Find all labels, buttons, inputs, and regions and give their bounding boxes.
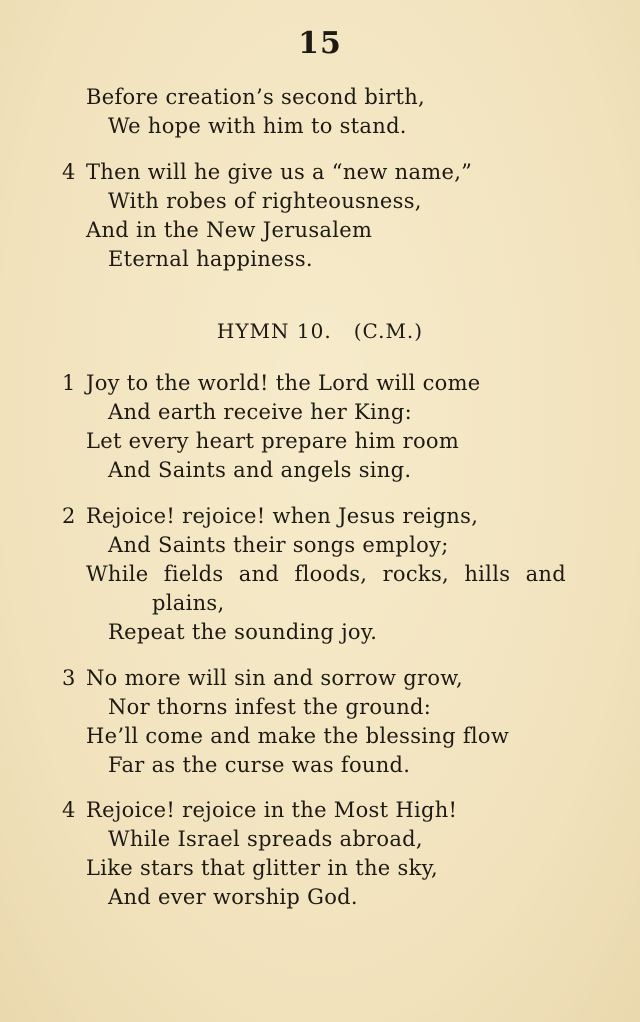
hymn-title-main: HYMN 10. (216, 319, 332, 343)
verse-line: Let every heart prepare him room (86, 429, 460, 453)
verse-line: Joy to the world! the Lord will come (86, 371, 481, 395)
verse-line: With robes of righteousness, (108, 189, 422, 213)
verse-line: And ever worship God. (108, 885, 358, 909)
verse-line: Before creation’s second birth, (86, 85, 426, 109)
stanza-number: 1 (62, 371, 76, 395)
verse-line: Nor thorns infest the ground: (108, 695, 432, 719)
stanza-number: 4 (62, 160, 76, 184)
verse-line: plains, (152, 591, 225, 615)
verse-line: Far as the curse was found. (108, 753, 411, 777)
hymn-meter: (C.M.) (353, 319, 424, 343)
verse-line: And earth receive her King: (108, 400, 412, 424)
verse-line: He’ll come and make the blessing flow (86, 724, 510, 748)
verse-line: While Israel spreads abroad, (108, 827, 423, 851)
verse-line: Then will he give us a “new name,” (86, 160, 473, 184)
verse-line: And Saints their songs employ; (108, 533, 449, 557)
verse-line: And in the New Jerusalem (86, 218, 373, 242)
verse-line: Repeat the sounding joy. (108, 620, 378, 644)
stanza-number: 4 (62, 798, 76, 822)
verse-line: Eternal happiness. (108, 247, 313, 271)
verse-line: And Saints and angels sing. (108, 458, 412, 482)
verse-line: Like stars that glitter in the sky, (86, 856, 438, 880)
stanza-number: 3 (62, 666, 76, 690)
page-number: 15 (298, 26, 342, 61)
hymn-title (0, 319, 640, 343)
verse-line: No more will sin and sorrow grow, (86, 666, 464, 690)
verse-line: We hope with him to stand. (108, 114, 407, 138)
verse-line: Rejoice! rejoice in the Most High! (86, 798, 458, 822)
verse-line: Rejoice! rejoice! when Jesus reigns, (86, 504, 479, 528)
stanza-number: 2 (62, 504, 76, 528)
verse-line: While fields and floods, rocks, hills and (86, 562, 566, 586)
